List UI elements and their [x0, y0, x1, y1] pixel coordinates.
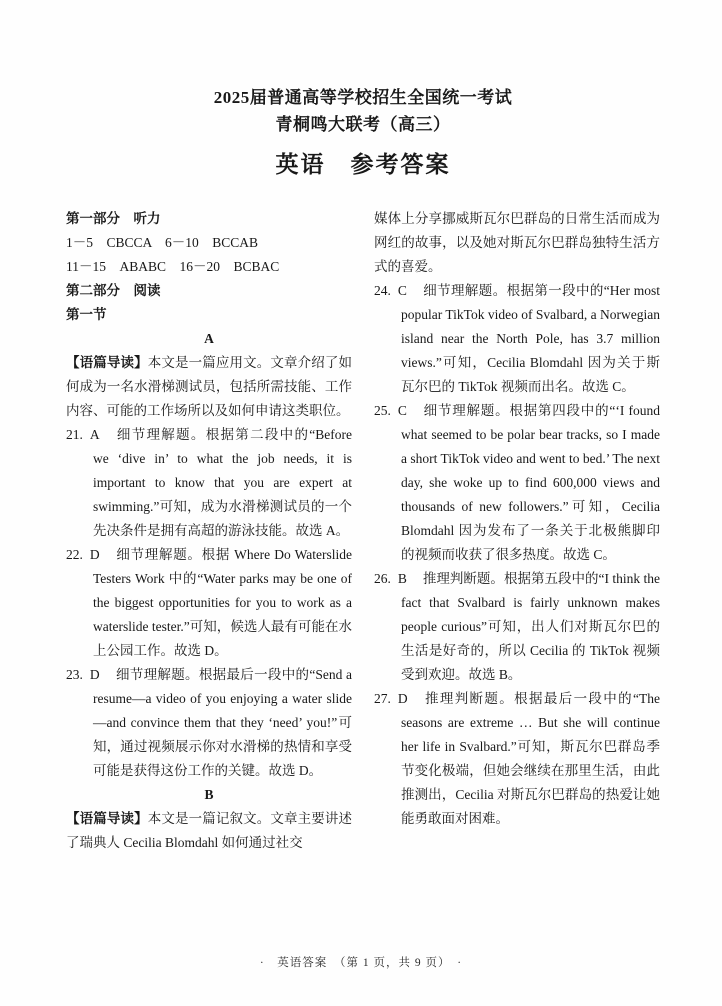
answer-item-26 — [374, 567, 660, 687]
exam-session-title: 2025届普通高等学校招生全国统一考试 — [213, 88, 513, 107]
item-answer: A — [89, 427, 100, 442]
item-answer: C — [397, 403, 407, 418]
answer-item-21 — [66, 423, 352, 543]
right-column — [374, 207, 660, 855]
item-explanation: 推理判断题。根据最后一段中的“The seasons are extreme … But she will continue her life in Svalbard.”可知，斯瓦尔巴群岛季节变化极端，但她会继续在那里生活，由此推测出，Cecilia 对斯瓦尔巴群岛的热爱让她能勇敢面对困难。 — [401, 691, 660, 826]
item-answer: C — [397, 283, 407, 298]
exam-league-title: 青桐鸣大联考（高三） — [275, 115, 451, 134]
passage-b-guide-continued: 媒体上分享挪威斯瓦尔巴群岛的日常生活而成为网红的故事，以及她对斯瓦尔巴群岛独特生活方式的喜爱。 — [374, 211, 660, 274]
item-explanation: 细节理解题。根据最后一段中的“Send a resume—a video of you enjoying a water slide—and convince them that they ‘need’ you!”可知，通过视频展示你对水滑梯的热情和享受可能是获得这份工作的关键。故选 D。 — [93, 667, 352, 778]
answer-item-23 — [66, 663, 352, 783]
item-number: 24. — [374, 283, 391, 298]
listening-answers-row2: 11－15 ABABC 16－20 BCBAC — [66, 259, 280, 274]
guide-text: 本文是一篇记叙文。文章主要讲述了瑞典人 Cecilia Blomdahl 如何通过社交 — [66, 811, 352, 850]
answer-item-25 — [374, 399, 660, 567]
section1-heading: 第一节 — [66, 307, 107, 322]
passage-a-guide — [66, 351, 352, 423]
guide-text: 本文是一篇应用文。文章介绍了如何成为一名水滑梯测试员，包括所需技能、工作内容、可能的工作场所以及如何申请这类职位。 — [66, 355, 352, 418]
item-number: 23. — [66, 667, 83, 682]
item-number: 26. — [374, 571, 391, 586]
part1-heading: 第一部分 听力 — [66, 211, 161, 226]
item-explanation: 细节理解题。根据第二段中的“Before we ‘dive in’ to what the job needs, it is important to know that you are expert at swimming.”可知，成为水滑梯测试员的一个先决条件是拥有高超的游泳技能。故选 A。 — [93, 427, 352, 538]
answer-item-22 — [66, 543, 352, 663]
item-explanation: 推理判断题。根据第五段中的“I think the fact that Svalbard is fairly unknown makes people curious”可知，出人们对斯瓦尔巴的生活是好奇的，所以 Cecilia 的 TikTok 视频受到欢迎。故选 B。 — [401, 571, 660, 682]
item-explanation: 细节理解题。根据第四段中的“‘I found what seemed to be polar bear tracks, so I made a short TikTok video and went to bed.’ The next day, she woke up to find 600,000 views and thousands of new followers.”可知，Cecilia Blomdahl 因为发布了一条关于北极熊脚印的视频而收获了很多热度。故选 C。 — [401, 403, 660, 562]
page-footer: · 英语答案 （第 1 页，共 9 页） · — [259, 957, 463, 969]
answer-item-27 — [374, 687, 660, 831]
item-number: 25. — [374, 403, 391, 418]
subject-answer-title: 英语 参考答案 — [275, 152, 451, 177]
item-number: 22. — [66, 547, 83, 562]
passage-b-guide — [66, 807, 352, 855]
item-explanation: 细节理解题。根据第一段中的“Her most popular TikTok video of Svalbard, a Norwegian island near the North Pole, has 3.7 million views.”可知，Cecilia Blomdahl 因为关于斯瓦尔巴的 TikTok 视频而出名。故选 C。 — [401, 283, 660, 394]
item-answer: D — [397, 691, 408, 706]
two-column-body — [66, 207, 660, 855]
listening-answers-row1: 1－5 CBCCA 6－10 BCCAB — [66, 235, 259, 250]
guide-label: 【语篇导读】 — [66, 355, 148, 370]
answer-item-24 — [374, 279, 660, 399]
item-answer: B — [397, 571, 407, 586]
item-number: 21. — [66, 427, 83, 442]
passage-b-label: B — [204, 787, 214, 802]
title-block — [66, 84, 660, 179]
left-column — [66, 207, 352, 855]
item-number: 27. — [374, 691, 391, 706]
part2-heading: 第二部分 阅读 — [66, 283, 161, 298]
item-answer: D — [89, 667, 100, 682]
item-answer: D — [89, 547, 100, 562]
item-explanation: 细节理解题。根据 Where Do Waterslide Testers Work 中的“Water parks may be one of the biggest opportunities for you to work as a waterslide tester.”可知，候选人最有可能在水上公园工作。故选 D。 — [93, 547, 352, 658]
passage-a-label: A — [204, 331, 214, 346]
guide-label: 【语篇导读】 — [66, 811, 148, 826]
